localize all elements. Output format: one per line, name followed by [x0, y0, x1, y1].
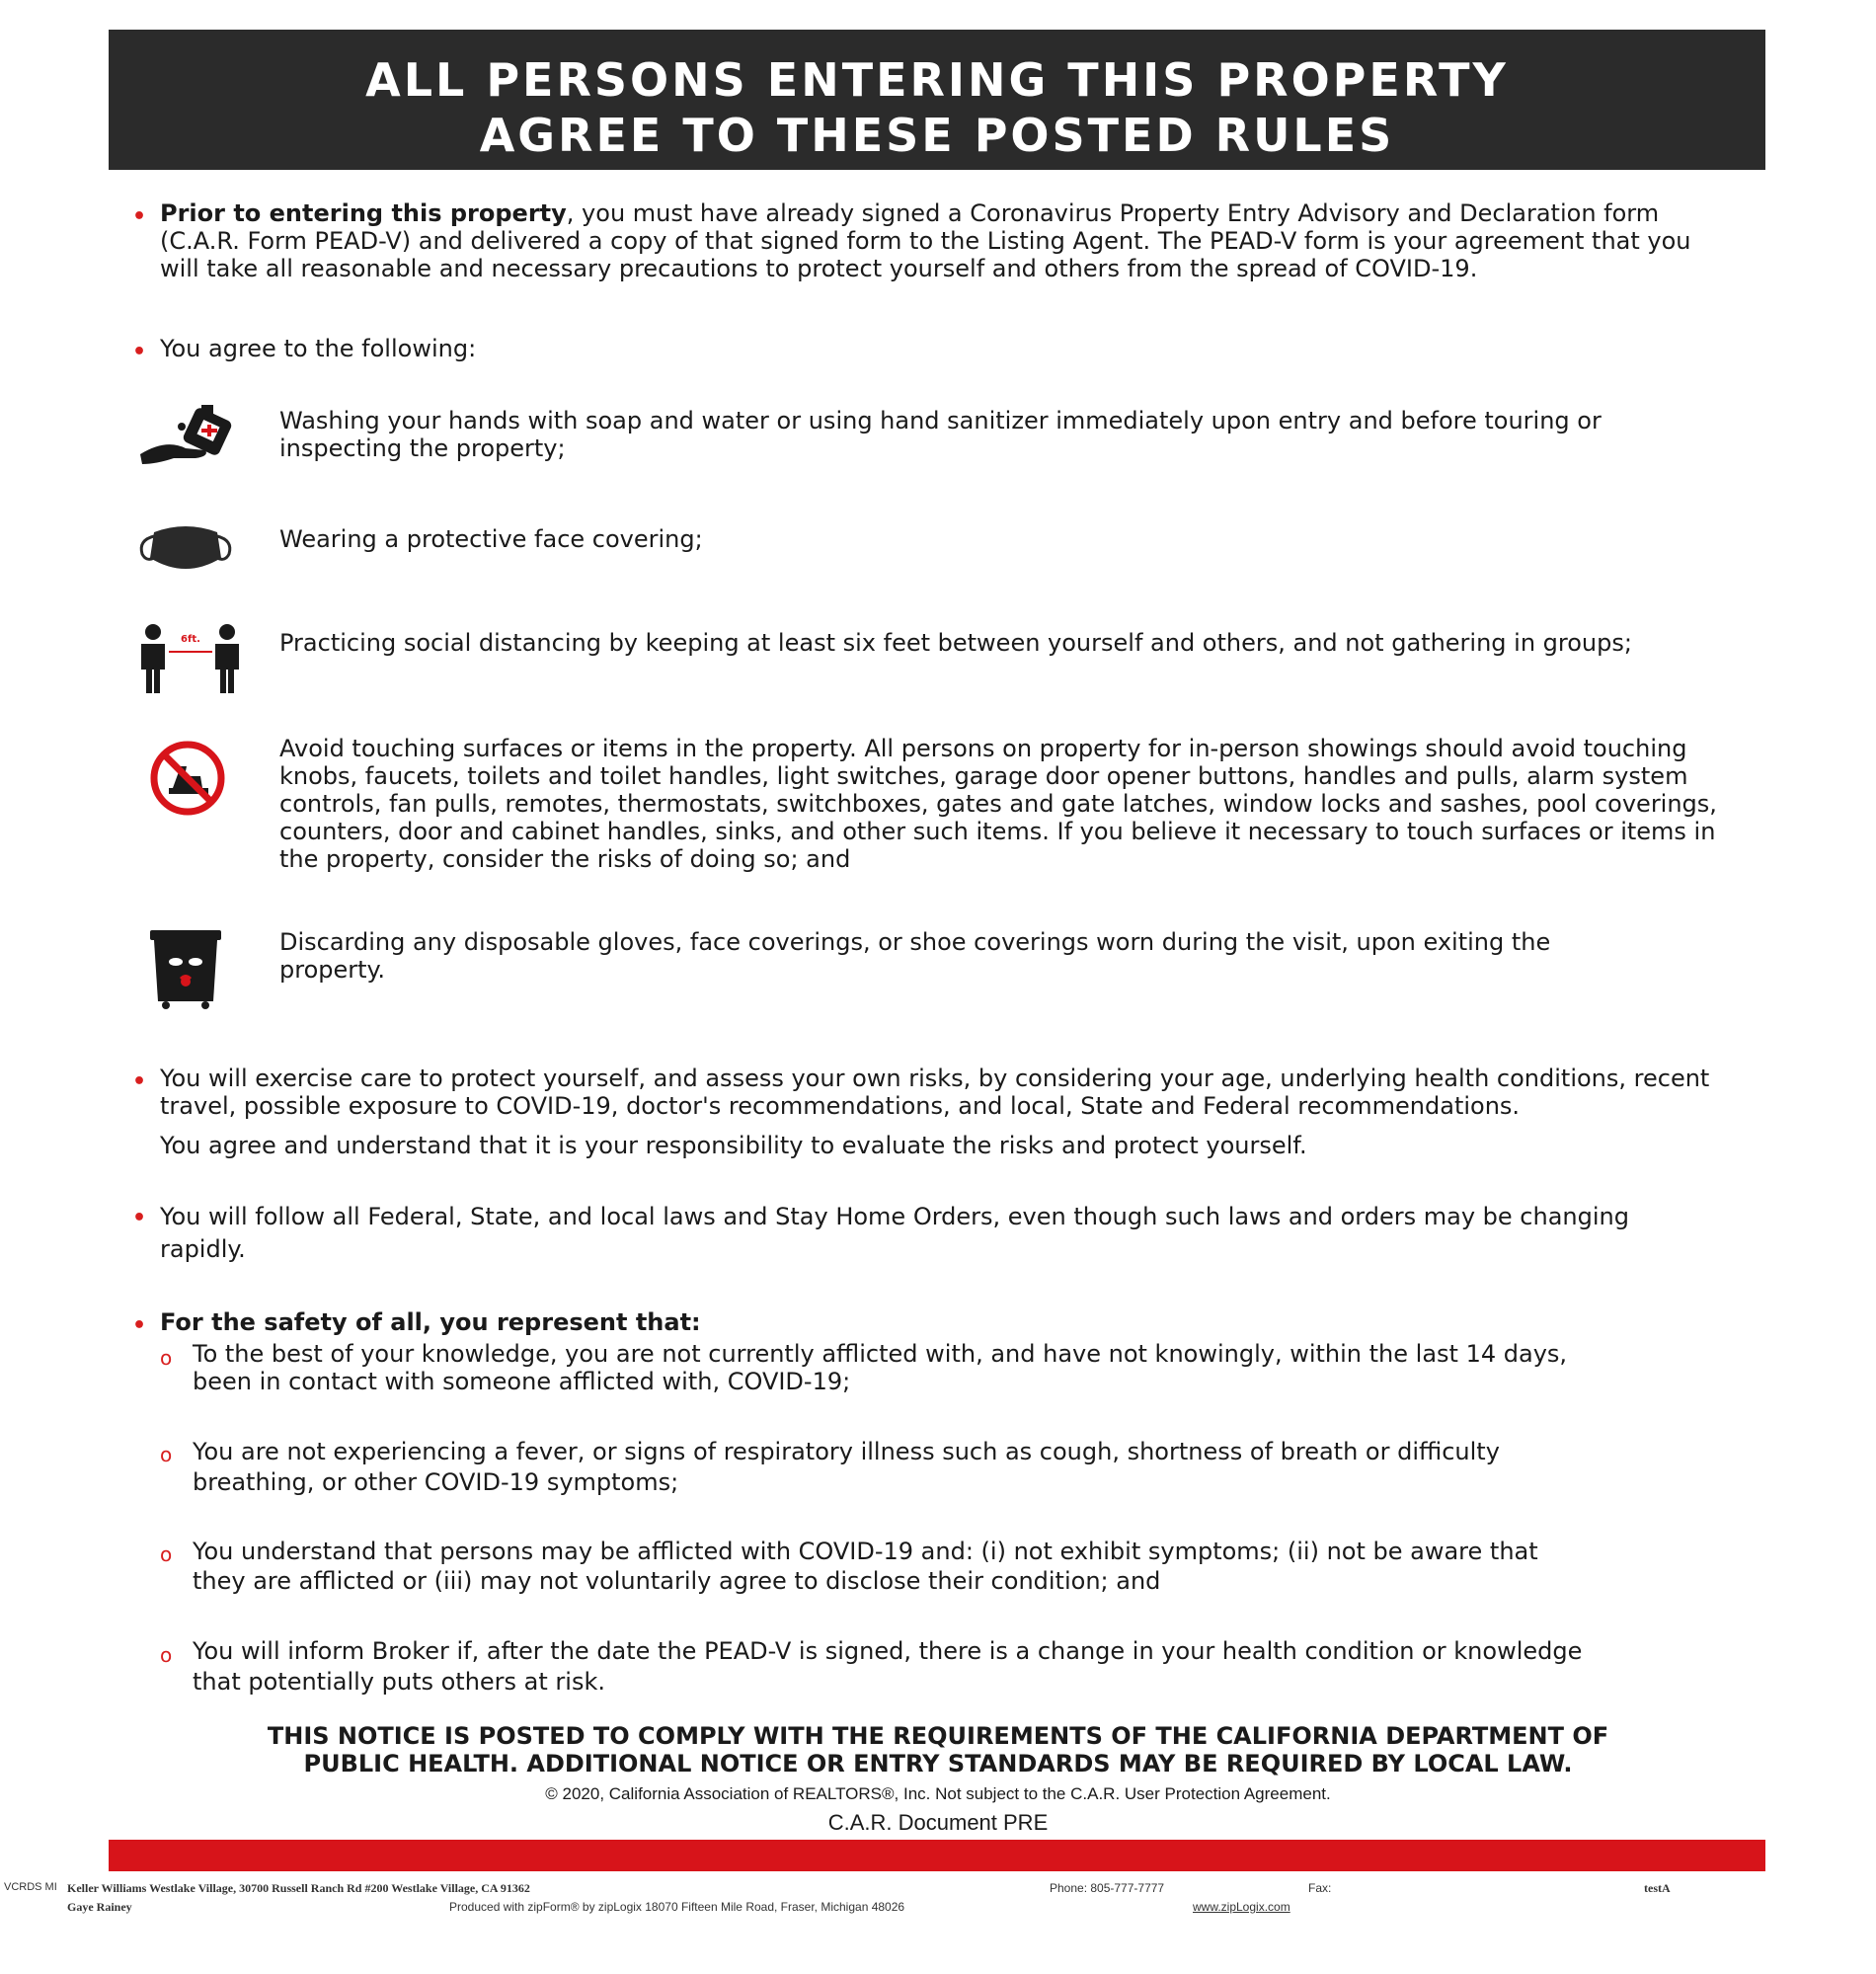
bullet-marker: •	[132, 204, 147, 229]
footer-right-tag: testA	[1644, 1881, 1671, 1895]
footer-url-link[interactable]: www.zipLogix.com	[1193, 1900, 1290, 1914]
care-paragraph: You will exercise care to protect yourself, and assess your own risks, by considering your age, underlying health conditions, recent travel, possible exposure to COVID-19, doctor's recommendations, and local, State and Federal recommendations.	[160, 1065, 1710, 1120]
represent-item: You are not experiencing a fever, or signs of respiratory illness such as cough, shortness of breath or difficulty breathing, or other COVID-19 symptoms;	[193, 1438, 1500, 1496]
trash-bin-icon	[146, 928, 225, 1009]
header-line-2: AGREE TO THESE POSTED RULES	[479, 109, 1395, 162]
rule-text-mask: Wearing a protective face covering;	[279, 525, 703, 553]
rule-text-distancing: Practicing social distancing by keeping at least six feet between yourself and others, and not gathering in groups;	[279, 629, 1632, 657]
agree-heading: You agree to the following:	[160, 335, 477, 362]
bullet-marker: •	[132, 1069, 147, 1094]
bullet-marker: •	[132, 1206, 147, 1230]
sub-bullet-marker: o	[160, 1643, 173, 1667]
rule-text-handwash: Washing your hands with soap and water or using hand sanitizer immediately upon entry and before touring or inspecting the property;	[279, 407, 1602, 462]
represent-heading: For the safety of all, you represent that:	[160, 1308, 701, 1336]
intro-paragraph	[160, 199, 1700, 282]
footer-phone: Phone: 805-777-7777	[1050, 1881, 1165, 1895]
footer-produced: Produced with zipForm® by zipLogix 18070 Fifteen Mile Road, Fraser, Michigan 48026	[449, 1900, 905, 1914]
sub-bullet-marker: o	[160, 1443, 173, 1466]
rule-text-discard: Discarding any disposable gloves, face coverings, or shoe coverings worn during the visit, upon exiting the property.	[279, 928, 1551, 984]
copyright-line: © 2020, California Association of REALTORS®, Inc. Not subject to the C.A.R. User Protection Agreement.	[545, 1784, 1331, 1803]
face-mask-icon	[136, 518, 235, 578]
bullet-marker: •	[132, 1313, 147, 1338]
sub-bullet-marker: o	[160, 1542, 173, 1566]
social-distance-icon	[133, 622, 247, 696]
represent-item: You will inform Broker if, after the date the PEAD-V is signed, there is a change in your health condition or knowledge that potentially puts others at risk.	[193, 1637, 1583, 1696]
header-line-1: ALL PERSONS ENTERING THIS PROPERTY	[365, 53, 1509, 107]
intro-bold-lead: Prior to entering this property	[160, 199, 567, 227]
page-header	[109, 30, 1765, 170]
footer-red-bar	[109, 1840, 1765, 1871]
notice-line-1: THIS NOTICE IS POSTED TO COMPLY WITH THE REQUIREMENTS OF THE CALIFORNIA DEPARTMENT OF	[267, 1722, 1609, 1750]
document-id: C.A.R. Document PRE	[827, 1810, 1049, 1835]
represent-item: You understand that persons may be afflicted with COVID-19 and: (i) not exhibit symptoms; (ii) not be aware that they are afflicted or (iii) may not voluntarily agree to disclose their condition; and	[193, 1538, 1538, 1595]
notice-line-2: PUBLIC HEALTH. ADDITIONAL NOTICE OR ENTRY STANDARDS MAY BE REQUIRED BY LOCAL LAW.	[303, 1750, 1573, 1777]
bullet-marker: •	[132, 340, 147, 364]
six-feet-label: 6ft.	[181, 634, 200, 645]
hand-sanitizer-icon	[136, 405, 245, 474]
footer-left-tag: VCRDS MI	[4, 1881, 57, 1893]
footer-brokerage: Keller Williams Westlake Village, 30700 Russell Ranch Rd #200 Westlake Village, CA 91362	[67, 1881, 530, 1895]
sub-bullet-marker: o	[160, 1346, 173, 1370]
represent-item: To the best of your knowledge, you are not currently afflicted with, and have not knowingly, within the last 14 days, been in contact with someone afflicted with, COVID-19;	[193, 1340, 1568, 1395]
care-paragraph-2: You agree and understand that it is your responsibility to evaluate the risks and protect yourself.	[160, 1132, 1307, 1159]
rule-text-no-touch: Avoid touching surfaces or items in the property. All persons on property for in-person showings should avoid touching knobs, faucets, toilets and toilet handles, light switches, garage door opener buttons, handles and pulls, alarm system controls, fan pulls, remotes, thermostats, switchboxes, gates and gate latches, window locks and sashes, pool coverings, counters, door and cabinet handles, sinks, and other such items. If you believe it necessary to touch surfaces or items in the property, consider the risks of doing so; and	[279, 735, 1717, 873]
footer-agent: Gaye Rainey	[67, 1900, 132, 1914]
no-touch-icon	[143, 739, 232, 818]
intro-text: , you must have already signed a Coronavirus Property Entry Advisory and Declaration form (C.A.R. Form PEAD-V) and delivered a copy of that signed form to the Listing Agent. The PEAD-V form is your agreement that you will take all reasonable and necessary precautions to protect yourself and others from the spread of COVID-19.	[160, 199, 1691, 282]
laws-paragraph: You will follow all Federal, State, and local laws and Stay Home Orders, even though such laws and orders may be changing rapidly.	[160, 1203, 1629, 1263]
footer-fax: Fax:	[1308, 1881, 1332, 1895]
